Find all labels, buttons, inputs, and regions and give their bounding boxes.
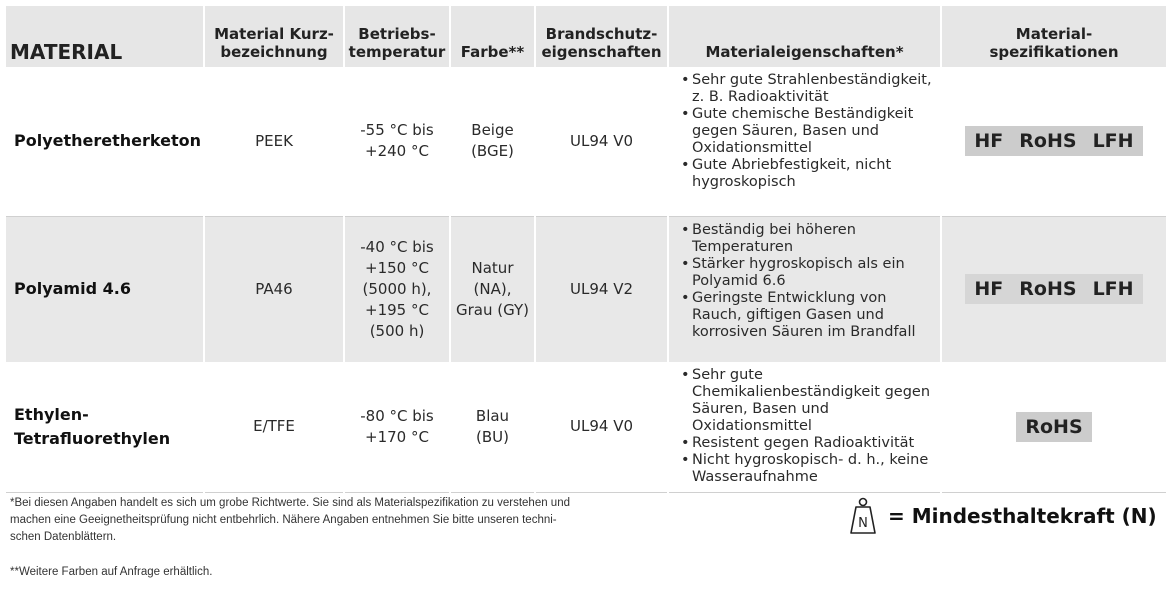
fire-rating: UL94 V0 bbox=[535, 362, 668, 492]
temperature: -40 °C bis +150 °C (5000 h), +195 °C (500 h) bbox=[344, 216, 450, 362]
header-material: MATERIAL bbox=[6, 6, 204, 67]
material-table bbox=[6, 6, 1166, 493]
property-item: • Stärker hygroskopisch als ein Polyamid 6.6 bbox=[681, 256, 932, 290]
footnote-approximate-values: *Bei diesen Angaben handelt es sich um grobe Richtwerte. Sie sind als Materialspezifikation zu verstehen und machen eine Geeignetheitsprüfung nicht entbehrlich. Nähere Angaben entnehmen Sie bitte unseren techni- schen Datenblättern. bbox=[10, 497, 570, 543]
table-header-row bbox=[6, 6, 1166, 67]
short-name: PA46 bbox=[204, 216, 344, 362]
table-row bbox=[6, 216, 1166, 362]
weight-icon-letter: N bbox=[858, 516, 868, 531]
property-item: • Sehr gute Strahlenbeständigkeit, z. B. Radioaktivität bbox=[681, 72, 932, 106]
header-specs: Material- spezifikationen bbox=[941, 6, 1166, 67]
header-props: Materialeigenschaften* bbox=[668, 6, 941, 67]
spec-badge-lfh: LFH bbox=[1092, 278, 1134, 301]
color: Beige (BGE) bbox=[450, 67, 535, 216]
short-name: E/TFE bbox=[204, 362, 344, 492]
property-item: • Gute Abriebfestigkeit, nicht hygroskopisch bbox=[681, 157, 932, 191]
property-item: • Sehr gute Chemikalienbeständigkeit gegen Säuren, Basen und Oxidationsmittel bbox=[681, 367, 932, 435]
spec-badge-hf: HF bbox=[974, 278, 1004, 301]
spec-badges bbox=[965, 274, 1142, 304]
material-properties bbox=[668, 67, 941, 216]
header-fire: Brandschutz- eigenschaften bbox=[535, 6, 668, 67]
material-properties bbox=[668, 362, 941, 492]
property-item: • Gute chemische Beständigkeit gegen Säuren, Basen und Oxidationsmittel bbox=[681, 106, 932, 157]
header-color: Farbe** bbox=[450, 6, 535, 67]
temperature: -80 °C bis +170 °C bbox=[344, 362, 450, 492]
spec-badge-rohs: RoHS bbox=[1019, 130, 1077, 153]
spec-badge-hf: HF bbox=[974, 130, 1004, 153]
specifications bbox=[941, 362, 1166, 492]
material-name: Ethylen- Tetrafluorethylen bbox=[6, 362, 204, 492]
color: Natur (NA), Grau (GY) bbox=[450, 216, 535, 362]
color: Blau (BU) bbox=[450, 362, 535, 492]
table-row bbox=[6, 362, 1166, 492]
material-name: Polyetheretherketon bbox=[6, 67, 204, 216]
material-name: Polyamid 4.6 bbox=[6, 216, 204, 362]
fire-rating: UL94 V2 bbox=[535, 216, 668, 362]
property-item: • Geringste Entwicklung von Rauch, giftigen Gasen und korrosiven Säuren im Brandfall bbox=[681, 290, 932, 341]
specifications bbox=[941, 67, 1166, 216]
property-item: • Beständig bei höheren Temperaturen bbox=[681, 222, 932, 256]
spec-badges bbox=[965, 126, 1142, 156]
spec-badge-rohs: RoHS bbox=[1025, 415, 1083, 438]
header-short: Material Kurz- bezeichnung bbox=[204, 6, 344, 67]
short-name: PEEK bbox=[204, 67, 344, 216]
footnote-colors: **Weitere Farben auf Anfrage erhältlich. bbox=[10, 566, 213, 578]
spec-badge-lfh: LFH bbox=[1092, 130, 1134, 153]
weight-icon bbox=[848, 496, 878, 536]
specifications bbox=[941, 216, 1166, 362]
material-properties bbox=[668, 216, 941, 362]
property-item: • Nicht hygroskopisch- d. h., keine Wasseraufnahme bbox=[681, 452, 932, 486]
table-row bbox=[6, 67, 1166, 216]
legend-holding-force bbox=[848, 496, 1157, 536]
legend-text: = Mindesthaltekraft (N) bbox=[888, 504, 1157, 528]
spec-badges bbox=[1016, 412, 1091, 442]
property-item: • Resistent gegen Radioaktivität bbox=[681, 435, 932, 452]
spec-badge-rohs: RoHS bbox=[1019, 278, 1077, 301]
header-temp: Betriebs- temperatur bbox=[344, 6, 450, 67]
fire-rating: UL94 V0 bbox=[535, 67, 668, 216]
temperature: -55 °C bis +240 °C bbox=[344, 67, 450, 216]
